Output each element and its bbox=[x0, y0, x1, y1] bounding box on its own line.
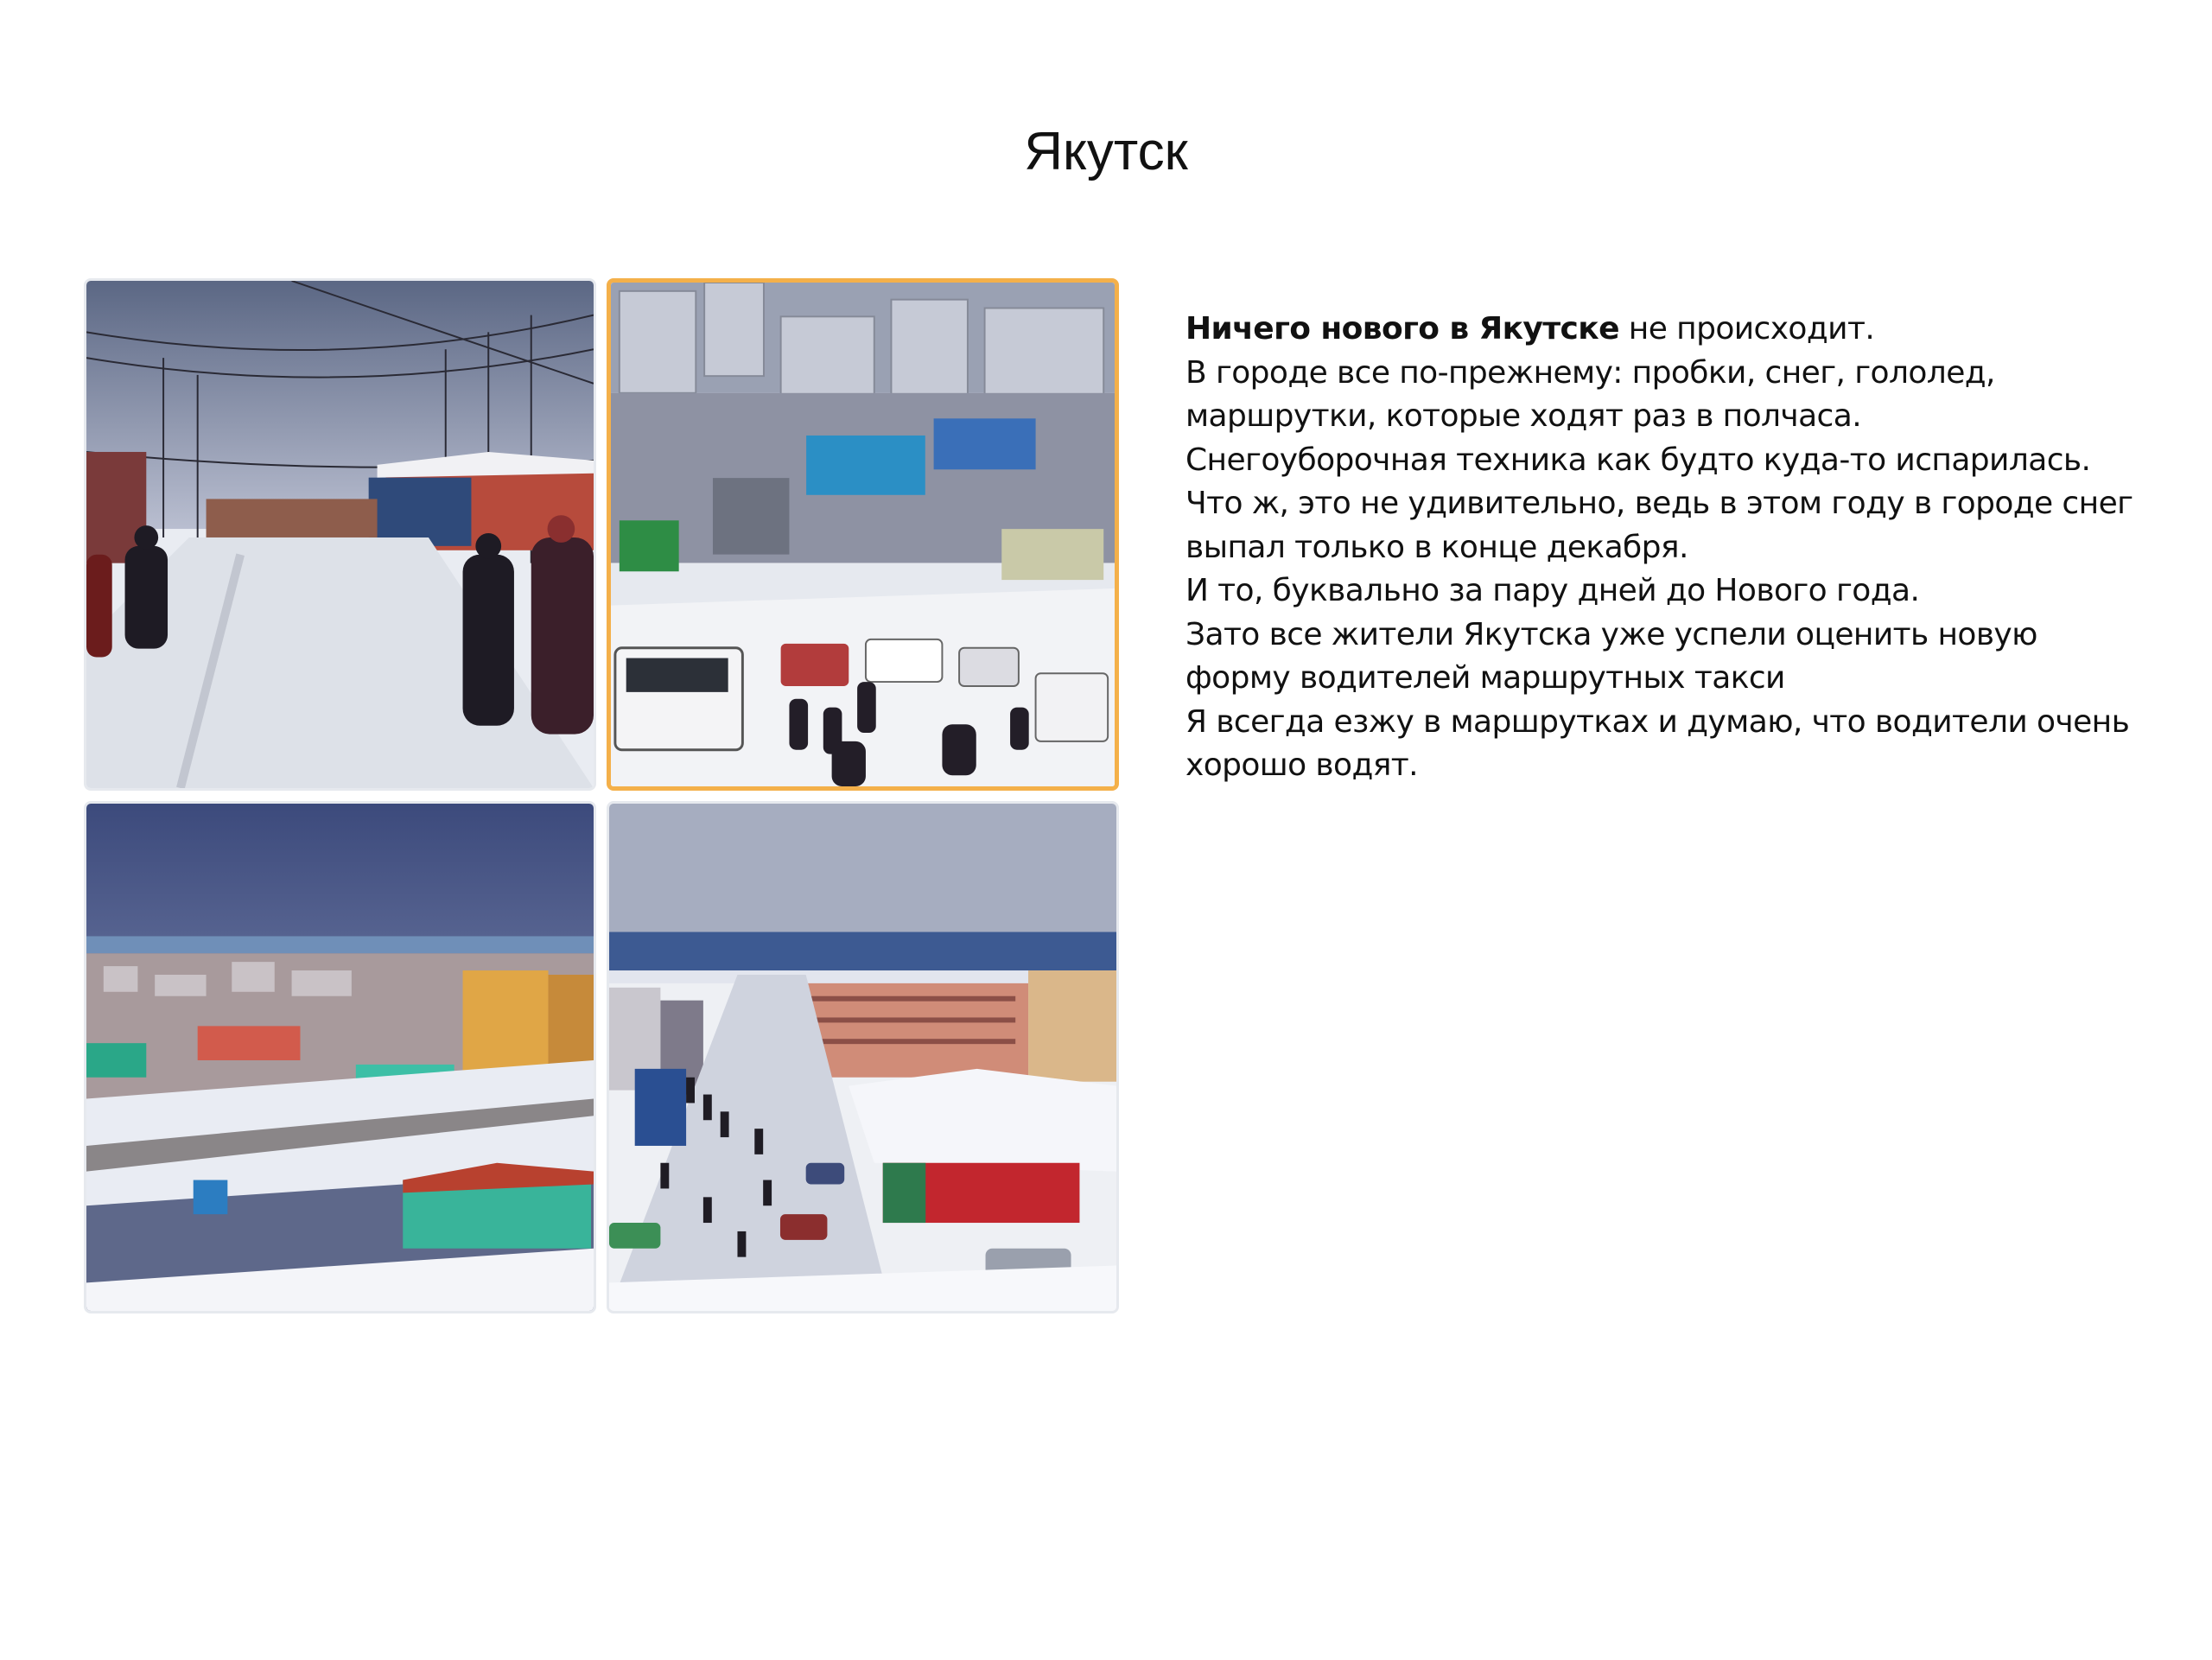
street-scene-image bbox=[86, 281, 594, 788]
article-text bbox=[1185, 308, 2133, 788]
article-line: Что ж, это не удивительно, ведь в этом году в городе снег bbox=[1185, 486, 2133, 521]
image-gallery bbox=[84, 278, 1128, 1326]
gallery-image-2[interactable] bbox=[607, 278, 1119, 791]
article-lead bbox=[1185, 308, 2119, 352]
article-line: форму водителей маршрутных такси bbox=[1185, 660, 1785, 696]
article-line: Снегоуборочная техника как будто куда-то испарилась. bbox=[1185, 442, 2091, 478]
article-lead-bold: Ничего нового в Якутске bbox=[1185, 311, 1619, 347]
city-panorama-image bbox=[86, 804, 594, 1311]
article-line: В городе все по-прежнему: пробки, снег, гололед, bbox=[1185, 354, 1995, 391]
gallery-image-3[interactable] bbox=[84, 801, 596, 1313]
article-line: Зато все жители Якутска уже успели оценить новую bbox=[1185, 616, 2037, 652]
traffic-scene-image bbox=[611, 283, 1115, 786]
gallery-image-4[interactable] bbox=[607, 801, 1119, 1313]
article-line: хорошо водят. bbox=[1185, 747, 1419, 783]
article-line: И то, буквально за пару дней до Нового года. bbox=[1185, 573, 1920, 608]
article-lead-rest: не происходит. bbox=[1618, 311, 1875, 347]
page-title: Якутск bbox=[1024, 122, 1188, 181]
busy-street-image bbox=[609, 804, 1116, 1311]
gallery-image-1[interactable] bbox=[84, 278, 596, 791]
article-line: маршрутки, которые ходят раз в полчаса. bbox=[1185, 398, 1862, 434]
article-line: выпал только в конце декабря. bbox=[1185, 529, 1688, 565]
article-line: Я всегда езжу в маршрутках и думаю, что водители очень bbox=[1185, 703, 2130, 740]
